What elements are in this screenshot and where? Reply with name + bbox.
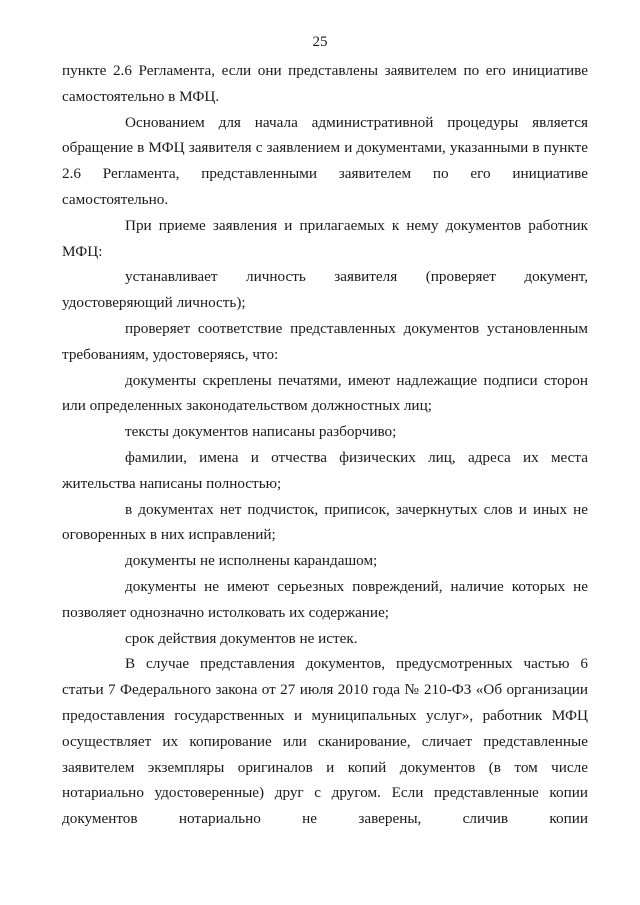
- paragraph: При приеме заявления и прилагаемых к нему документов работник МФЦ:: [62, 216, 588, 260]
- paragraph: в документах нет подчисток, приписок, зачеркнутых слов и иных не оговоренных в них исправлений;: [62, 500, 588, 544]
- paragraph: пункте 2.6 Регламента, если они представлены заявителем по его инициативе самостоятельно в МФЦ.: [62, 62, 588, 105]
- document-body: [62, 58, 588, 832]
- paragraph: тексты документов написаны разборчиво;: [125, 423, 397, 441]
- paragraph: проверяет соответствие представленных документов установленным требованиям, удостоверяясь, что:: [62, 319, 588, 363]
- paragraph: документы не имеют серьезных повреждений, наличие которых не позволяет однозначно истолковать их содержание;: [62, 577, 588, 621]
- paragraph: В случае представления документов, предусмотренных частью 6 статьи 7 Федерального закона от 27 июля 2010 года № 210-ФЗ «Об организации предоставления государственных и муниципальных услуг», работник МФЦ осуществляет их копирование или сканирование, сличает представленные заявителем экземпляры оригиналов и копий документов (в том числе нотариально удостоверенные) друг с другом. Если представленные копии документов нотариально не заверены, сличив копии: [62, 655, 588, 828]
- paragraph: документы скреплены печатями, имеют надлежащие подписи сторон или определенных законодательством должностных лиц;: [62, 371, 588, 415]
- paragraph: срок действия документов не истек.: [125, 629, 358, 647]
- paragraph: фамилии, имена и отчества физических лиц, адреса их места жительства написаны полностью;: [62, 448, 588, 492]
- paragraph: документы не исполнены карандашом;: [125, 552, 378, 570]
- page-number: 25: [312, 34, 328, 50]
- paragraph: Основанием для начала административной процедуры является обращение в МФЦ заявителя с заявлением и документами, указанными в пункте 2.6 Регламента, представленными заявителем по его инициативе самостоятельно.: [62, 113, 588, 208]
- paragraph: устанавливает личность заявителя (проверяет документ, удостоверяющий личность);: [62, 268, 588, 312]
